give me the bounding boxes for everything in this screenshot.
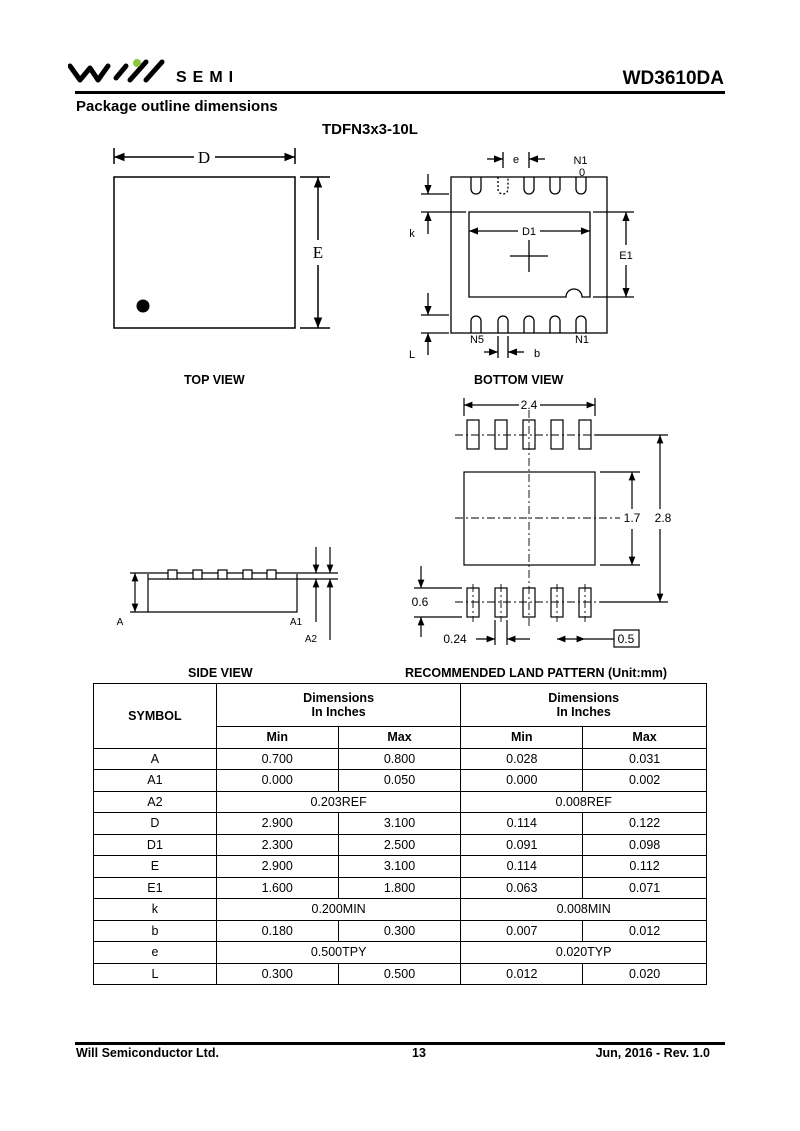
value-cell: 2.900 xyxy=(216,856,338,878)
symbol-cell: L xyxy=(94,963,217,985)
dim-label-L: L xyxy=(408,349,416,361)
value-cell: 0.008REF xyxy=(461,791,707,813)
value-cell: 0.000 xyxy=(216,770,338,792)
value-cell: 0.300 xyxy=(216,963,338,985)
pin-label-n10-line1: N1 xyxy=(573,155,588,167)
part-number: WD3610DA xyxy=(622,68,724,89)
value-cell: 0.007 xyxy=(461,920,583,942)
caption-top-view: TOP VIEW xyxy=(184,373,245,387)
value-cell: 1.600 xyxy=(216,877,338,899)
value-cell: 0.050 xyxy=(338,770,461,792)
land-dim-2-4: 2.4 xyxy=(520,398,538,412)
value-cell: 0.500 xyxy=(338,963,461,985)
table-row xyxy=(94,920,707,942)
symbol-cell: E1 xyxy=(94,877,217,899)
page-number: 13 xyxy=(412,1046,426,1060)
dim-label-E: E xyxy=(312,243,324,262)
value-cell: 0.114 xyxy=(461,813,583,835)
value-cell: 0.091 xyxy=(461,834,583,856)
value-cell: 3.100 xyxy=(338,856,461,878)
pin-label-n5: N5 xyxy=(469,334,485,346)
value-cell: 0.028 xyxy=(461,748,583,770)
table-row xyxy=(94,942,707,964)
dim-label-D: D xyxy=(197,148,211,167)
dimensions-table xyxy=(93,683,707,985)
dim-label-D1: D1 xyxy=(521,226,537,238)
symbol-cell: A1 xyxy=(94,770,217,792)
dim-label-k: k xyxy=(409,228,415,240)
footer-date-revision: Jun, 2016 - Rev. 1.0 xyxy=(595,1046,710,1060)
value-cell: 0.031 xyxy=(583,748,707,770)
symbol-cell: E xyxy=(94,856,217,878)
value-cell: 0.180 xyxy=(216,920,338,942)
value-cell: 0.020 xyxy=(583,963,707,985)
table-row xyxy=(94,770,707,792)
symbol-cell: A2 xyxy=(94,791,217,813)
group2-line2: In Inches xyxy=(556,705,611,719)
value-cell: 0.300 xyxy=(338,920,461,942)
value-cell: 0.500TPY xyxy=(216,942,461,964)
table-row xyxy=(94,813,707,835)
caption-side-view: SIDE VIEW xyxy=(188,666,253,680)
dim-label-A2: A2 xyxy=(304,634,318,645)
caption-land-pattern: RECOMMENDED LAND PATTERN (Unit:mm) xyxy=(405,666,668,680)
value-cell: 0.000 xyxy=(461,770,583,792)
group1-line1: Dimensions xyxy=(303,691,375,705)
value-cell: 0.112 xyxy=(583,856,707,878)
value-cell: 1.800 xyxy=(338,877,461,899)
pin-label-n1: N1 xyxy=(574,334,590,346)
value-cell: 0.071 xyxy=(583,877,707,899)
max-header: Max xyxy=(338,727,461,749)
value-cell: 0.063 xyxy=(461,877,583,899)
land-dim-1-7: 1.7 xyxy=(623,511,641,525)
pin-label-n10-line2: 0 xyxy=(578,167,586,179)
value-cell: 0.114 xyxy=(461,856,583,878)
land-dim-0-5: 0.5 xyxy=(617,632,635,646)
value-cell: 0.203REF xyxy=(216,791,461,813)
symbol-cell: D xyxy=(94,813,217,835)
land-center-pad xyxy=(464,472,595,565)
caption-bottom-view: BOTTOM VIEW xyxy=(474,373,564,387)
value-cell: 0.012 xyxy=(583,920,707,942)
value-cell: 0.002 xyxy=(583,770,707,792)
value-cell: 2.300 xyxy=(216,834,338,856)
bottom-view xyxy=(421,152,634,358)
symbol-header: SYMBOL xyxy=(94,684,217,749)
value-cell: 0.012 xyxy=(461,963,583,985)
land-dim-0-6: 0.6 xyxy=(411,595,429,609)
min-header: Min xyxy=(461,727,583,749)
pin1-mark xyxy=(137,300,150,313)
value-cell: 0.098 xyxy=(583,834,707,856)
group1-header xyxy=(216,684,461,727)
package-title: TDFN3x3-10L xyxy=(322,121,418,138)
footer-company: Will Semiconductor Ltd. xyxy=(76,1046,219,1060)
symbol-cell: A xyxy=(94,748,217,770)
value-cell: 0.800 xyxy=(338,748,461,770)
table-row xyxy=(94,834,707,856)
footer-rule xyxy=(75,1042,725,1045)
table-row xyxy=(94,748,707,770)
table-row xyxy=(94,791,707,813)
top-view xyxy=(114,148,330,328)
value-cell: 0.008MIN xyxy=(461,899,707,921)
value-cell: 2.500 xyxy=(338,834,461,856)
table-row xyxy=(94,856,707,878)
value-cell: 0.700 xyxy=(216,748,338,770)
symbol-cell: b xyxy=(94,920,217,942)
dim-label-e: e xyxy=(512,154,520,166)
symbol-cell: k xyxy=(94,899,217,921)
group2-line1: Dimensions xyxy=(548,691,620,705)
group1-line2: In Inches xyxy=(311,705,366,719)
dim-label-E1: E1 xyxy=(619,250,633,262)
table-row xyxy=(94,963,707,985)
symbol-cell: D1 xyxy=(94,834,217,856)
dim-label-A: A xyxy=(116,617,124,628)
table-row xyxy=(94,877,707,899)
value-cell: 0.020TYP xyxy=(461,942,707,964)
table-row xyxy=(94,899,707,921)
value-cell: 0.122 xyxy=(583,813,707,835)
land-dim-0-24: 0.24 xyxy=(443,632,467,646)
value-cell: 0.200MIN xyxy=(216,899,461,921)
logo-text: SEMI xyxy=(176,69,240,86)
land-dim-2-8: 2.8 xyxy=(654,511,672,525)
dim-label-b: b xyxy=(533,348,541,360)
side-view xyxy=(130,547,338,640)
value-cell: 2.900 xyxy=(216,813,338,835)
pin-label-n10 xyxy=(573,155,590,179)
symbol-cell: e xyxy=(94,942,217,964)
max-header: Max xyxy=(583,727,707,749)
value-cell: 3.100 xyxy=(338,813,461,835)
dim-label-A1: A1 xyxy=(289,617,303,628)
group2-header xyxy=(461,684,707,727)
section-title: Package outline dimensions xyxy=(76,98,278,115)
min-header: Min xyxy=(216,727,338,749)
